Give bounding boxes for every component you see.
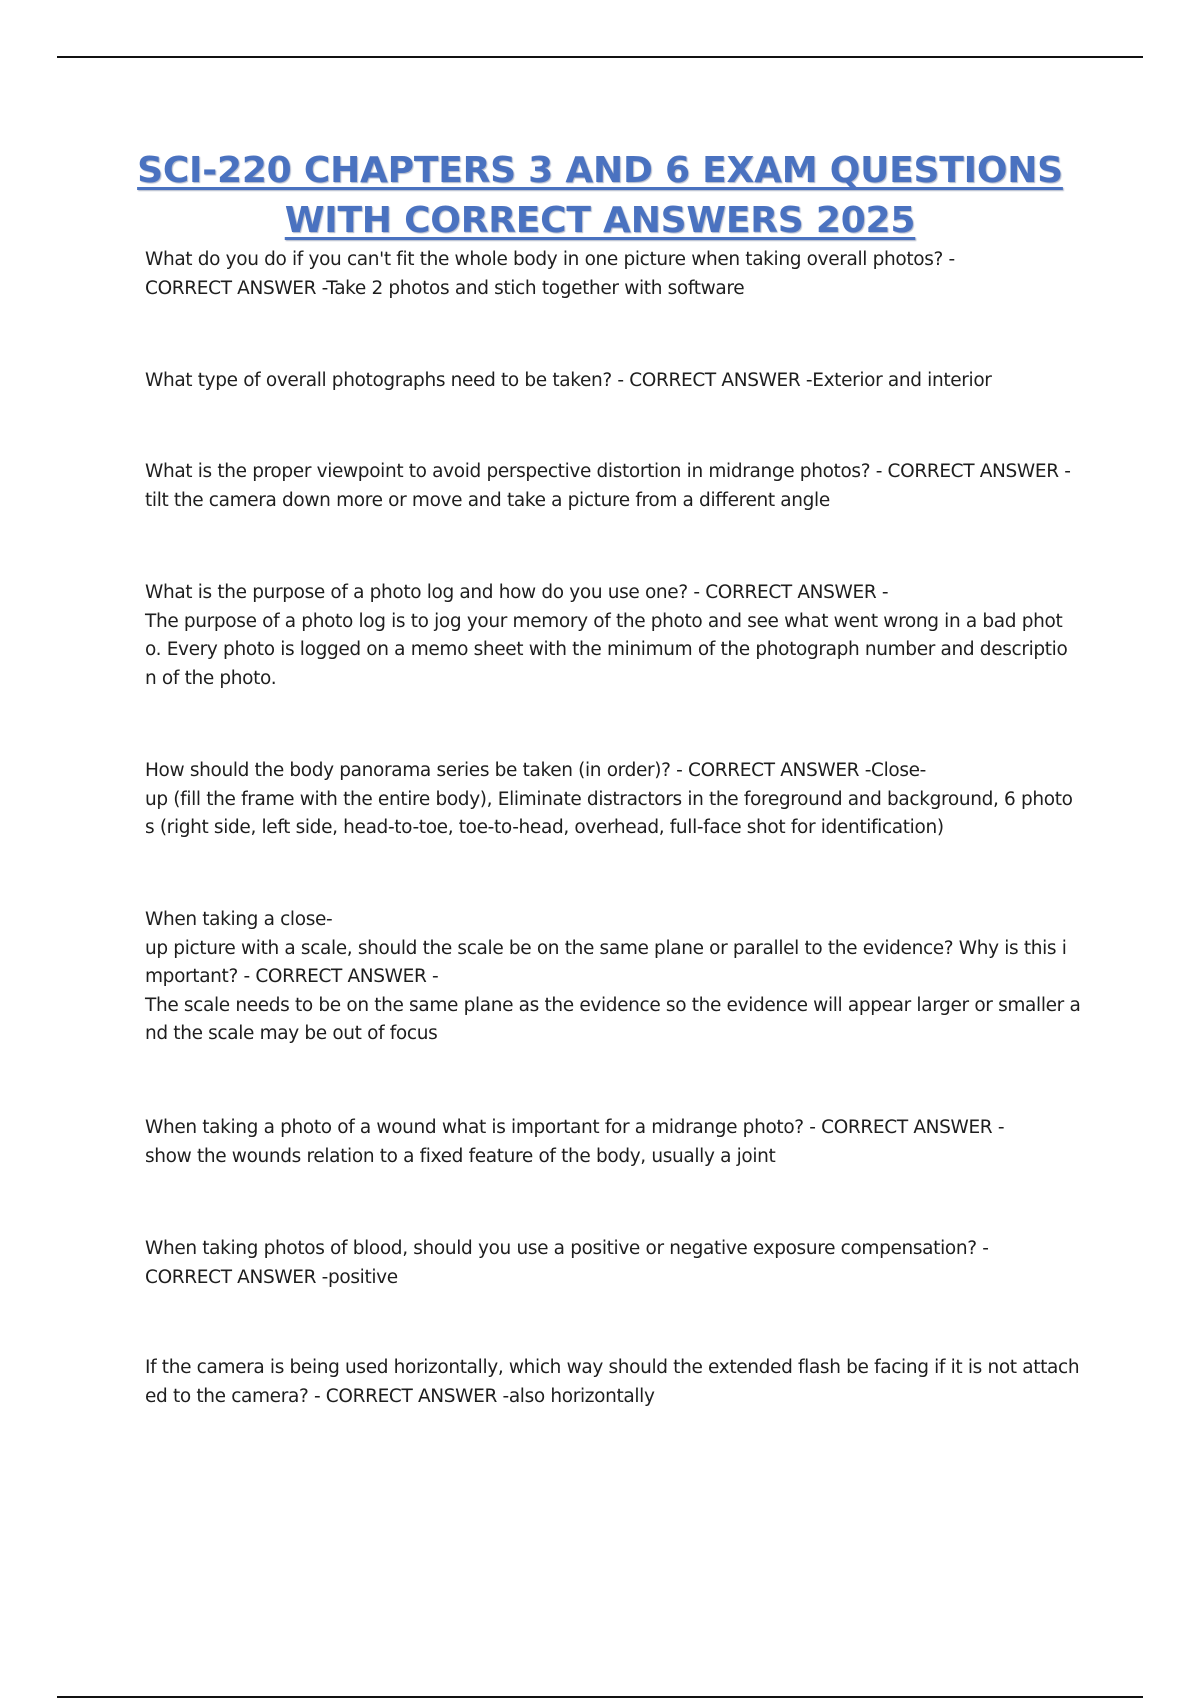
document-title [100,146,1100,246]
qa-line: mportant? - CORRECT ANSWER - [145,966,439,987]
qa-item-6 [145,906,1095,1049]
qa-item-1 [145,246,1095,303]
qa-line: tilt the camera down more or move and take a picture from a different angle [145,489,830,511]
qa-line: The purpose of a photo log is to jog your memory of the photo and see what went wrong in a bad phot [145,610,1063,632]
qa-item-7 [145,1114,1095,1171]
qa-line: When taking photos of blood, should you use a positive or negative exposure compensation? - [145,1238,989,1259]
qa-item-9 [145,1354,1095,1411]
qa-line: up (fill the frame with the entire body), Eliminate distractors in the foreground and background, 6 photo [145,788,1073,810]
top-rule [57,56,1143,58]
qa-item-3 [145,458,1095,515]
qa-item-2 [145,367,1095,396]
qa-line: What type of overall photographs need to be taken? - CORRECT ANSWER -Exterior and interior [145,370,992,391]
qa-line: What is the proper viewpoint to avoid perspective distortion in midrange photos? - CORRECT ANSWER - [145,461,1071,482]
bottom-rule [57,1696,1143,1698]
qa-line: n of the photo. [145,667,277,689]
title-line-1: SCI-220 CHAPTERS 3 AND 6 EXAM QUESTIONS [137,150,1063,191]
qa-item-8 [145,1235,1095,1292]
qa-line: CORRECT ANSWER -Take 2 photos and stich together with software [145,277,745,299]
qa-line: When taking a close- [145,909,333,930]
qa-line: up picture with a scale, should the scale be on the same plane or parallel to the evidence? Why is this i [145,937,1067,959]
qa-line: ed to the camera? - CORRECT ANSWER -also horizontally [145,1385,655,1407]
qa-line: CORRECT ANSWER -positive [145,1266,398,1288]
qa-line: When taking a photo of a wound what is important for a midrange photo? - CORRECT ANSWER - [145,1117,1005,1138]
qa-line: s (right side, left side, head-to-toe, toe-to-head, overhead, full-face shot for identification) [145,817,944,838]
qa-line: If the camera is being used horizontally, which way should the extended flash be facing if it is not attach [145,1357,1080,1378]
qa-line: What do you do if you can't fit the whole body in one picture when taking overall photos? - [145,249,955,270]
qa-item-4 [145,579,1095,693]
qa-line: What is the purpose of a photo log and how do you use one? - CORRECT ANSWER - [145,582,889,603]
qa-line: show the wounds relation to a fixed feature of the body, usually a joint [145,1145,776,1167]
title-line-2: WITH CORRECT ANSWERS 2025 [284,200,916,241]
qa-line: How should the body panorama series be taken (in order)? - CORRECT ANSWER -Close- [145,760,926,781]
qa-line: o. Every photo is logged on a memo sheet with the minimum of the photograph number and descriptio [145,639,1068,660]
qa-item-5 [145,757,1095,843]
qa-line: nd the scale may be out of focus [145,1023,438,1044]
qa-line: The scale needs to be on the same plane as the evidence so the evidence will appear larger or smaller a [145,994,1081,1016]
